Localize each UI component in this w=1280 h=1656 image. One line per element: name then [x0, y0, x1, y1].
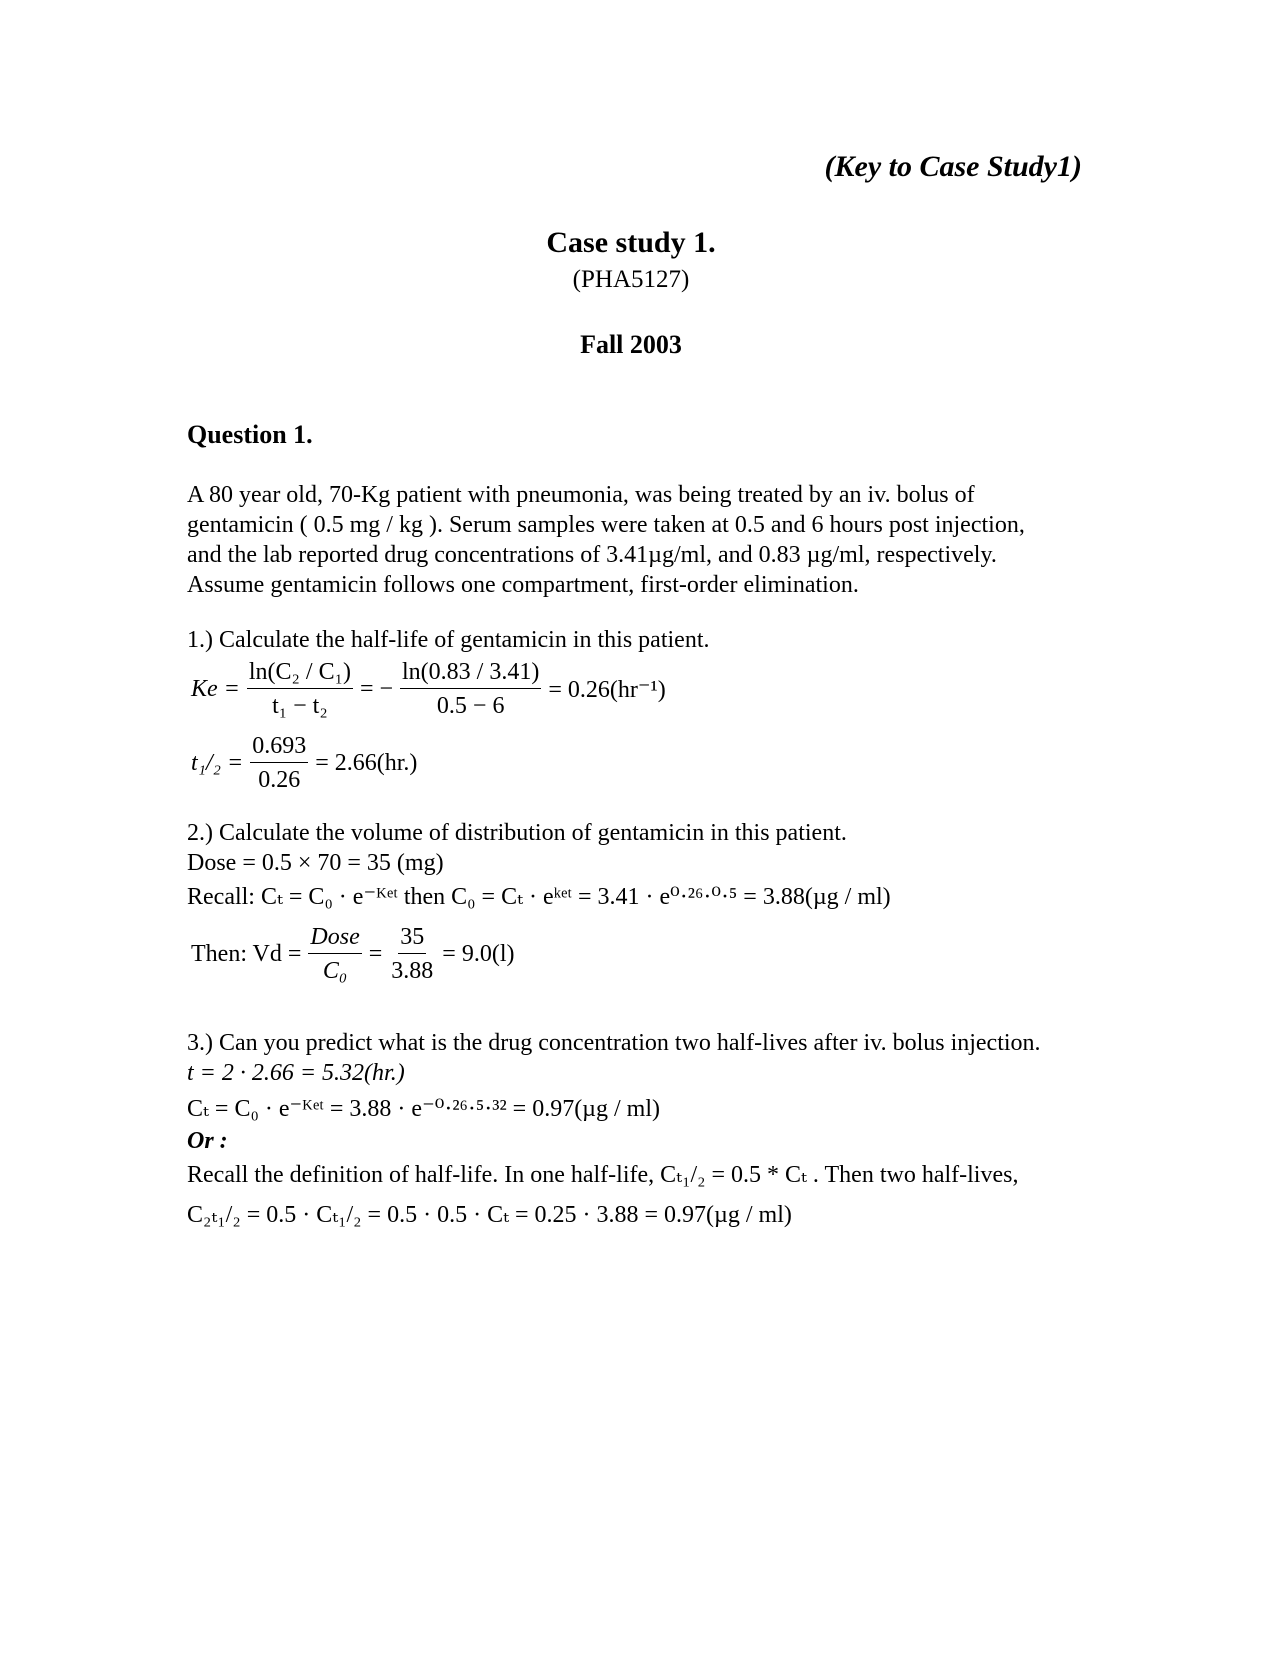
half-life-denominator: 0.26 — [258, 767, 301, 793]
vd-numerator-numeric: 35 — [398, 922, 426, 954]
half-life-lhs: t₁/₂ = — [191, 749, 244, 776]
half-life-fraction — [250, 731, 308, 795]
recall-half-life-text: Recall the definition of half-life. In one half-life, Cₜ₁/₂ = 0.5 * Cₜ . Then two half-lives, — [187, 1162, 1019, 1188]
intro-line: gentamicin ( 0.5 mg / kg ). Serum samples were taken at 0.5 and 6 hours post injection, — [187, 512, 1025, 538]
page-title: Case study 1. — [546, 226, 716, 259]
intro-line: Assume gentamicin follows one compartment, first-order elimination. — [187, 572, 859, 598]
ke-fraction-symbolic — [247, 657, 353, 721]
term-label: Fall 2003 — [580, 330, 682, 359]
part3-prompt: 3.) Can you predict what is the drug concentration two half-lives after iv. bolus injection. — [187, 1030, 1041, 1056]
ke-equals: = − — [359, 675, 394, 702]
vd-equals: = — [368, 940, 383, 967]
vd-denominator-numeric: 3.88 — [391, 958, 434, 984]
intro-line: A 80 year old, 70-Kg patient with pneumonia, was being treated by an iv. bolus of — [187, 482, 975, 508]
part1-prompt: 1.) Calculate the half-life of gentamicin in this patient. — [187, 627, 710, 653]
half-life-numerator: 0.693 — [250, 731, 308, 763]
ke-denominator-numeric: 0.5 − 6 — [436, 693, 505, 719]
vd-lhs: Then: Vd = — [191, 940, 302, 967]
ke-denominator-symbolic: t₁ − t₂ — [272, 693, 328, 719]
ke-numerator-symbolic: ln(C₂ / C₁) — [247, 657, 353, 689]
vd-denominator-symbolic: C₀ — [322, 958, 348, 984]
concentration-line: Cₜ = C₀ · e⁻ᴷᵉᵗ = 3.88 · e⁻⁰·²⁶·⁵·³² = 0.97(µg / ml) — [187, 1096, 661, 1122]
half-life-equation — [187, 731, 421, 795]
ke-result: = 0.26(hr⁻¹) — [548, 676, 666, 703]
ke-fraction-numeric — [400, 657, 541, 721]
answer-key-label: (Key to Case Study1) — [824, 150, 1082, 183]
or-label: Or : — [187, 1128, 228, 1154]
ke-lhs: Ke = — [191, 675, 240, 702]
vd-numerator-symbolic: Dose — [308, 922, 361, 954]
dose-line: Dose = 0.5 × 70 = 35 (mg) — [187, 850, 444, 876]
time-line: t = 2 · 2.66 = 5.32(hr.) — [187, 1060, 405, 1086]
vd-equation — [187, 922, 518, 986]
vd-fraction-numeric — [389, 922, 435, 986]
intro-line: and the lab reported drug concentrations of 3.41µg/ml, and 0.83 µg/ml, respectively. — [187, 542, 997, 568]
vd-fraction-symbolic — [308, 922, 361, 986]
recall-line: Recall: Cₜ = C₀ · e⁻ᴷᵉᵗ then C₀ = Cₜ · eᵏᵉᵗ = 3.41 · e⁰·²⁶·⁰·⁵ = 3.88(µg / ml) — [187, 884, 891, 910]
ke-equation — [187, 657, 670, 721]
question-heading: Question 1. — [187, 420, 313, 449]
part2-prompt: 2.) Calculate the volume of distribution of gentamicin in this patient. — [187, 820, 847, 846]
ke-numerator-numeric: ln(0.83 / 3.41) — [400, 657, 541, 689]
vd-result: = 9.0(l) — [442, 940, 515, 967]
question-intro — [187, 480, 1025, 600]
course-code: (PHA5127) — [572, 266, 690, 293]
final-equation: C₂ₜ₁/₂ = 0.5 · Cₜ₁/₂ = 0.5 · 0.5 · Cₜ = 0.25 · 3.88 = 0.97(µg / ml) — [187, 1202, 792, 1228]
half-life-result: = 2.66(hr.) — [315, 749, 418, 776]
